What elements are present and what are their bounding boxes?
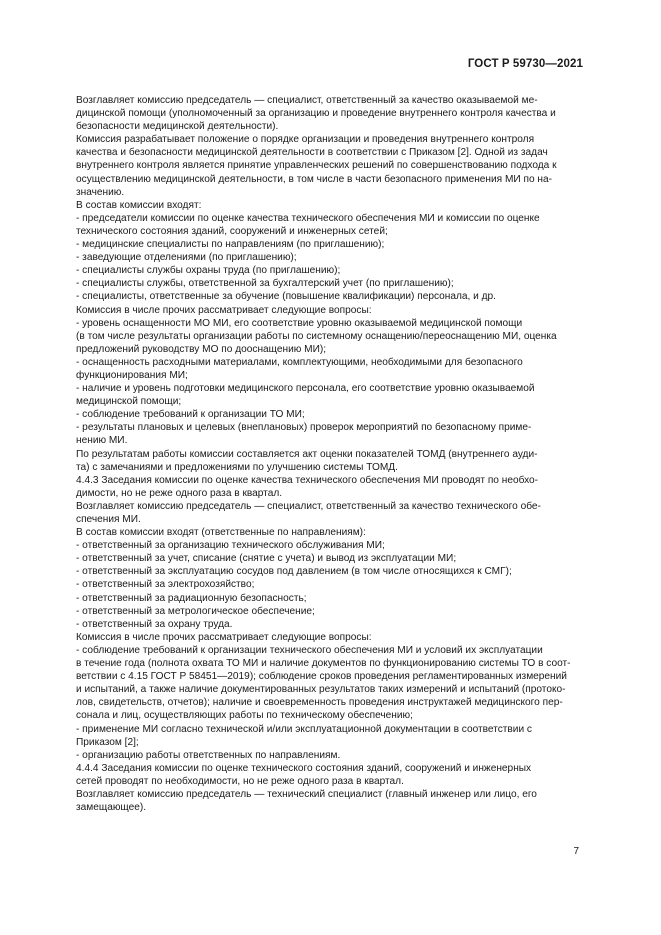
text-line: функционирования МИ; <box>76 369 188 381</box>
text-line: Возглавляет комиссию председатель — технический специалист (главный инженер или лицо, его <box>76 788 537 800</box>
text-line: Приказом [2]; <box>76 736 139 748</box>
text-line: По результатам работы комиссии составляется акт оценки показателей ТОМД (внутреннего ауди- <box>76 448 538 460</box>
text-line: ветствии с 4.15 ГОСТ Р 58451—2019); соблюдение сроков проведения регламентированных измерений <box>76 671 567 683</box>
text-line: та) с замечаниями и предложениями по улучшению системы ТОМД. <box>76 461 398 473</box>
text-line: качества и безопасности медицинской деятельности в соответствии с Приказом [2]. Одной из задач <box>76 147 548 159</box>
text-line: - оснащенность расходными материалами, комплектующими, необходимыми для безопасного <box>76 356 523 368</box>
text-line: дицинской помощи (уполномоченный за организацию и проведение внутреннего контроля качества и <box>76 108 556 120</box>
text-line: предложений руководству МО по дооснащению МИ); <box>76 343 327 355</box>
text-line: - специалисты, ответственные за обучение (повышение квалификации) персонала, и др. <box>76 291 496 303</box>
text-line: - ответственный за эксплуатацию сосудов под давлением (в том числе относящихся к СМГ); <box>76 566 512 578</box>
document-body <box>76 94 583 814</box>
text-line: сетей проводят по необходимости, но не реже одного раза в квартал. <box>76 775 404 787</box>
text-line: медицинской помощи; <box>76 396 182 408</box>
text-line: 4.4.4 Заседания комиссии по оценке технического состояния зданий, сооружений и инженерных <box>76 762 532 774</box>
document-code: ГОСТ Р 59730—2021 <box>467 58 583 70</box>
text-line: - ответственный за радиационную безопасность; <box>76 592 307 604</box>
text-line: (в том числе результаты организации работы по системному оснащению/переоснащению МИ, оценка <box>76 330 557 342</box>
text-line: - соблюдение требований к организации технического обеспечения МИ и условий их эксплуатации <box>76 644 543 656</box>
text-line: - ответственный за организацию технического обслуживания МИ; <box>76 540 385 552</box>
text-line: нению МИ. <box>76 435 128 447</box>
text-line: - специалисты службы, ответственной за бухгалтерский учет (по приглашению); <box>76 278 454 290</box>
text-line: - ответственный за учет, списание (снятие с учета) и вывод из эксплуатации МИ; <box>76 553 457 565</box>
text-line: - председатели комиссии по оценке качества технического обеспечения МИ и комиссии по оценке <box>76 212 540 224</box>
text-line: Комиссия разрабатывает положение о порядке организации и проведения внутреннего контроля <box>76 134 535 146</box>
text-line: внутреннего контроля является принятие управленческих решений по совершенствованию подхода к <box>76 160 557 172</box>
text-line: значению. <box>76 186 125 198</box>
text-line: Возглавляет комиссию председатель — специалист, ответственный за качество оказываемой ме- <box>76 95 538 106</box>
text-line: - организацию работы ответственных по направлениям. <box>76 749 341 761</box>
text-line: - результаты плановых и целевых (внеплановых) проверок мероприятий по безопасному приме- <box>76 422 532 434</box>
text-line: Возглавляет комиссию председатель — специалист, ответственный за качество технического обе- <box>76 500 541 512</box>
text-line: спечения МИ. <box>76 514 141 525</box>
text-line: технического состояния зданий, сооружений и инженерных сетей; <box>76 225 388 237</box>
text-line: - соблюдение требований к организации ТО МИ; <box>76 409 305 421</box>
text-line: безопасности медицинской деятельности). <box>76 121 279 133</box>
text-line: - ответственный за охрану труда. <box>76 618 233 630</box>
text-line: в течение года (полнота охвата ТО МИ и наличие документов по функционированию системы ТО в соот- <box>76 658 571 670</box>
text-line: - ответственный за электрохозяйство; <box>76 579 255 591</box>
text-line: - заведующие отделениями (по приглашению); <box>76 252 297 264</box>
text-line: сонала и лиц, осуществляющих работы по техническому обеспечению; <box>76 710 413 722</box>
text-line: - медицинские специалисты по направлениям (по приглашению); <box>76 239 385 251</box>
text-line: - ответственный за метрологическое обеспечение; <box>76 605 315 617</box>
text-line: - наличие и уровень подготовки медицинского персонала, его соответствие уровню оказываемой <box>76 383 535 395</box>
text-line: Комиссия в числе прочих рассматривает следующие вопросы: <box>76 631 372 643</box>
text-line: димости, но не реже одного раза в квартал. <box>76 487 283 499</box>
text-line: осуществлению медицинской деятельности, в том числе в части безопасного применения МИ по на- <box>76 173 553 185</box>
text-line: В состав комиссии входят (ответственные по направлениям): <box>76 527 366 539</box>
text-line: замещающее). <box>76 802 147 814</box>
text-line: - специалисты службы охраны труда (по приглашению); <box>76 265 341 277</box>
text-line: - применение МИ согласно технической и/или эксплуатационной документации в соответствии с <box>76 723 532 735</box>
text-line: - уровень оснащенности МО МИ, его соответствие уровню оказываемой медицинской помощи <box>76 317 523 329</box>
page-number: 7 <box>573 846 579 857</box>
text-line: и испытаний, а также наличие документированных результатов таких измерений и испытаний (протоко- <box>76 684 566 696</box>
text-line: лов, свидетельств, отчетов); наличие и своевременность проведения инструктажей медицинского пер- <box>76 697 563 709</box>
text-line: 4.4.3 Заседания комиссии по оценке качества технического обеспечения МИ проводят по необхо- <box>76 474 539 486</box>
text-line: Комиссия в числе прочих рассматривает следующие вопросы: <box>76 304 372 316</box>
text-line: В состав комиссии входят: <box>76 199 202 211</box>
